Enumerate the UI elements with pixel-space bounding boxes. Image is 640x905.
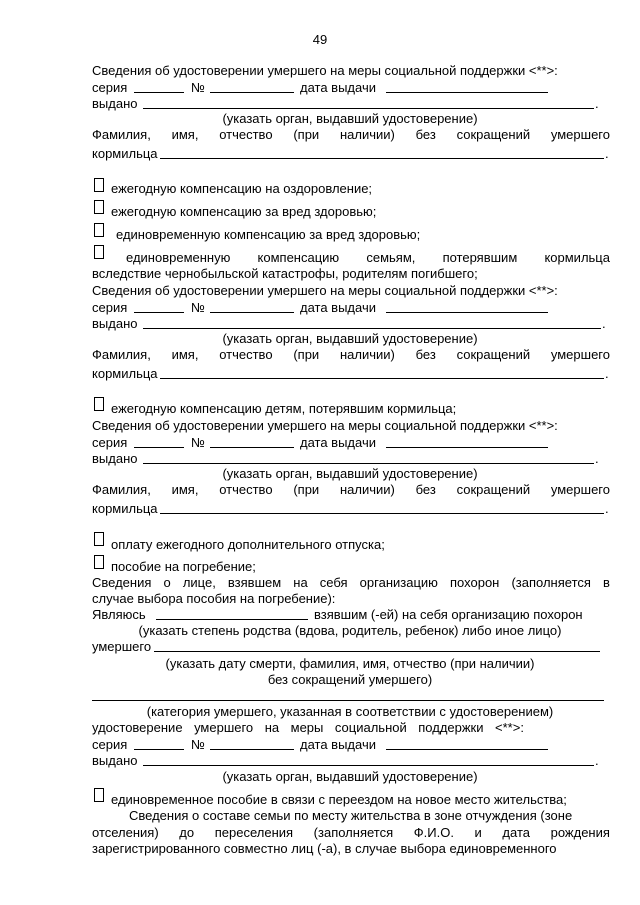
deceased-field[interactable] [154,639,600,652]
intro-word: лице, [182,575,216,590]
issue-date-label: дата выдачи [300,435,376,450]
option-relocation: единовременное пособие в связи с переездом на новое место жительства; [111,792,567,807]
series-label: серия [92,80,128,95]
fio-word: Фамилия, [92,482,151,497]
relation-hint: (указать степень родства (вдова, родитель, ребенок) либо иное лицо) [138,623,562,638]
fio-word: (при [293,347,320,362]
option-word: компенсацию [257,250,340,265]
issued-by-field[interactable] [143,451,594,464]
funeral-cert-label [92,720,524,736]
number-field[interactable] [210,435,294,448]
option-children-annual: ежегодную компенсацию детям, потерявшим кормильца; [111,401,457,416]
funeral-intro-line2: случае выбора пособия на погребение): [92,591,336,606]
cert-word: поддержки [418,720,484,735]
number-field[interactable] [210,80,294,93]
series-field[interactable] [134,435,184,448]
fio-word: наличии) [339,482,395,497]
breadwinner-field[interactable] [160,146,604,159]
option-health-annual: ежегодную компенсацию на оздоровление; [111,181,373,196]
issued-by-field[interactable] [143,316,601,329]
death-hint-2: без сокращений умершего) [267,672,433,687]
issuer-hint: (указать орган, выдавший удостоверение) [222,111,478,126]
fio-word: сокращений [456,482,531,497]
option-word: единовременную [126,250,231,265]
breadwinner-label: кормильца [92,501,158,516]
fio-word: умершего [550,482,610,497]
issue-date-label: дата выдачи [300,737,376,752]
intro-word: в [603,575,610,590]
checkbox-funeral[interactable] [94,555,104,569]
fio-word: отчество [219,127,273,142]
number-field[interactable] [210,300,294,313]
funeral-intro-line1 [92,575,610,591]
fio-word: (при [293,482,320,497]
category-field[interactable] [92,688,604,701]
fio-line [92,127,610,143]
cert-word: удостоверение [92,720,183,735]
fio-word: имя, [171,482,199,497]
option-word: кормильца [544,250,610,265]
issue-date-label: дата выдачи [300,300,376,315]
series-label: серия [92,300,128,315]
intro-word: (заполняется [511,575,591,590]
cert-word: <**>: [495,720,524,735]
period: . [595,96,599,111]
series-field[interactable] [134,737,184,750]
family-word: Ф.И.О. [413,825,454,840]
period: . [605,146,609,161]
checkbox-health-harm-onetime[interactable] [94,223,104,237]
period: . [595,451,599,466]
period: . [602,316,606,331]
option-word: потерявшим [442,250,518,265]
family-word: (заполняется [313,825,394,840]
family-word: до [179,825,195,840]
checkbox-vacation[interactable] [94,532,104,546]
series-label: серия [92,435,128,450]
number-sign-label: № [191,737,205,752]
fio-word: наличии) [339,127,395,142]
fio-word: умершего [550,347,610,362]
option-vacation: оплату ежегодного дополнительного отпуска; [111,537,385,552]
period: . [595,753,599,768]
cert-word: умершего [194,720,254,735]
cert-info-label: Сведения об удостоверении умершего на меры социальной поддержки <**>: [92,63,558,78]
family-word: дата [502,825,530,840]
family-word: рождения [550,825,610,840]
cert-info-label: Сведения об удостоверении умершего на меры социальной поддержки <**>: [92,283,558,298]
page-number: 49 [312,32,328,47]
period: . [605,501,609,516]
option-onetime-family-line2: вследствие чернобыльской катастрофы, родителям погибшего; [92,266,478,281]
fio-word: сокращений [456,127,531,142]
fio-word: наличии) [339,347,395,362]
breadwinner-field[interactable] [160,501,604,514]
fio-line [92,482,610,498]
breadwinner-label: кормильца [92,366,158,381]
fio-word: (при [293,127,320,142]
option-onetime-family [126,250,610,266]
issue-date-field[interactable] [386,435,548,448]
issue-date-field[interactable] [386,80,548,93]
issued-by-label: выдано [92,316,138,331]
deceased-label: умершего [92,639,152,654]
checkbox-onetime-family[interactable] [94,245,104,259]
fio-word: Фамилия, [92,127,151,142]
number-sign-label: № [191,300,205,315]
issuer-hint: (указать орган, выдавший удостоверение) [222,331,478,346]
period: . [605,366,609,381]
breadwinner-label: кормильца [92,146,158,161]
family-word: переселения [214,825,294,840]
fio-word: имя, [171,127,199,142]
issue-date-field[interactable] [386,300,548,313]
fio-line [92,347,610,363]
issue-date-label: дата выдачи [300,80,376,95]
issued-by-field[interactable] [143,753,594,766]
category-hint: (категория умершего, указанная в соответствии с удостоверением) [146,704,554,719]
took-upon-label: взявшим (-ей) на себя организацию похорон [314,607,583,622]
fio-word: умершего [550,127,610,142]
family-line3: зарегистрированного совместно лиц (-а), в случае выбора единовременного [92,841,557,856]
death-hint-1: (указать дату смерти, фамилия, имя, отчество (при наличии) [165,656,535,671]
breadwinner-field[interactable] [160,366,604,379]
fio-word: Фамилия, [92,347,151,362]
i-am-label: Являюсь [92,607,146,622]
fio-word: имя, [171,347,199,362]
option-health-harm-onetime: единовременную компенсацию за вред здоровью; [116,227,421,242]
number-field[interactable] [210,737,294,750]
series-field[interactable] [134,300,184,313]
number-sign-label: № [191,80,205,95]
issued-by-field[interactable] [143,96,594,109]
cert-word: на [264,720,280,735]
checkbox-relocation[interactable] [94,788,104,802]
checkbox-health-annual[interactable] [94,178,104,192]
intro-word: похорон [450,575,500,590]
fio-word: отчество [219,347,273,362]
cert-info-label: Сведения об удостоверении умершего на меры социальной поддержки <**>: [92,418,558,433]
family-word: и [474,825,482,840]
checkbox-children-annual[interactable] [94,397,104,411]
issued-by-label: выдано [92,451,138,466]
fio-word: сокращений [456,347,531,362]
option-word: семьям, [366,250,416,265]
series-label: серия [92,737,128,752]
series-field[interactable] [134,80,184,93]
fio-word: без [415,482,436,497]
intro-word: о [163,575,171,590]
option-funeral: пособие на погребение; [111,559,256,574]
intro-word: Сведения [92,575,152,590]
fio-word: без [415,127,436,142]
intro-word: взявшем [227,575,282,590]
issuer-hint: (указать орган, выдавший удостоверение) [222,466,478,481]
issued-by-label: выдано [92,753,138,768]
cert-word: социальной [334,720,407,735]
intro-word: организацию [359,575,438,590]
cert-word: меры [290,720,324,735]
issued-by-label: выдано [92,96,138,111]
family-line2 [92,825,610,841]
fio-word: без [415,347,436,362]
relation-field[interactable] [156,607,308,620]
checkbox-health-harm-annual[interactable] [94,200,104,214]
issue-date-field[interactable] [386,737,548,750]
option-health-harm-annual: ежегодную компенсацию за вред здоровью; [111,204,377,219]
family-word: отселения) [92,825,159,840]
fio-word: отчество [219,482,273,497]
issuer-hint: (указать орган, выдавший удостоверение) [222,769,478,784]
number-sign-label: № [191,435,205,450]
intro-word: себя [319,575,348,590]
family-line1: Сведения о составе семьи по месту жительства в зоне отчуждения (зоне [129,808,573,823]
intro-word: на [293,575,308,590]
